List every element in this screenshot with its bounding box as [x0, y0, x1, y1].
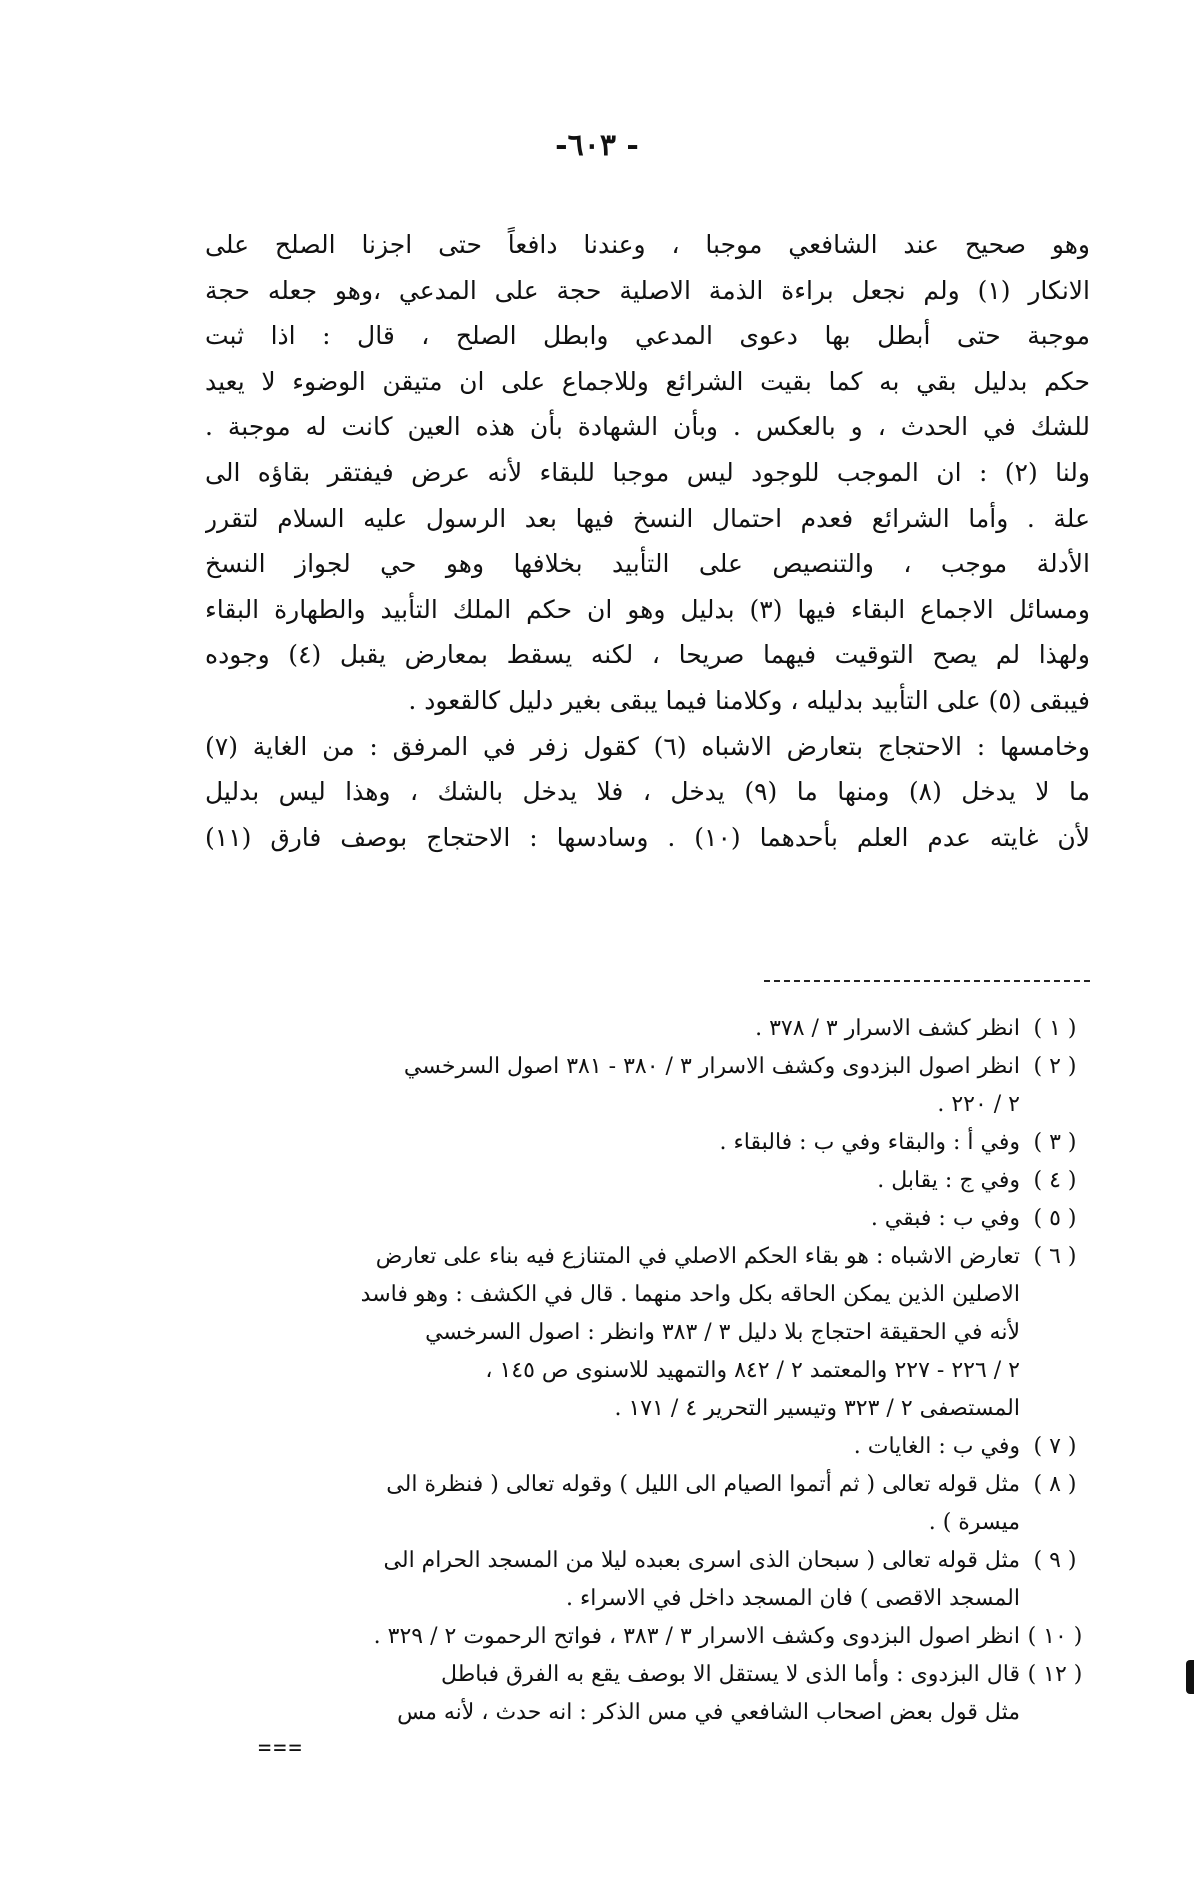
- body-line: ومسائل الاجماع البقاء فيها (٣) بدليل وهو ان حكم الملك التأبيد والطهارة البقاء: [205, 594, 1090, 624]
- footnote-line: ٢ / ٢٢٦ - ٢٢٧ والمعتمد ٢ / ٨٤٢ والتمهيد للاسنوى ص ١٤٥ ،: [485, 1358, 1020, 1383]
- page-number: - ٦٠٣-: [555, 128, 639, 163]
- footnote-number: ( ٨ ): [1033, 1472, 1077, 1497]
- footnote-number: ( ٥ ): [1033, 1206, 1077, 1231]
- footnote: [150, 1428, 1090, 1466]
- footnote-line: قال البزدوى : وأما الذى لا يستقل الا بوصف يقع به الفرق فباطل: [441, 1662, 1020, 1687]
- footnote: [150, 1124, 1090, 1162]
- footnote-line: مثل قوله تعالى ( ثم أتموا الصيام الى الليل ) وقوله تعالى ( فنظرة الى: [386, 1472, 1020, 1497]
- end-mark: ===: [258, 1736, 304, 1761]
- footnote-line: انظر كشف الاسرار ٣ / ٣٧٨ .: [755, 1016, 1020, 1041]
- footnote-line: ٢ / ٢٢٠ .: [937, 1092, 1020, 1117]
- footnote-line: انظر اصول البزدوى وكشف الاسرار ٣ / ٣٨٠ - ٣٨١ اصول السرخسي: [403, 1054, 1020, 1079]
- footnote-number: ( ١٠ ): [1027, 1624, 1083, 1649]
- footnote-line: وفي ب : فبقي .: [870, 1206, 1020, 1231]
- body-line: حكم بدليل بقي به كما بقيت الشرائع وللاجماع على ان متيقن الوضوء لا يعيد: [205, 366, 1090, 396]
- body-line: للشك في الحدث ، و بالعكس . وبأن الشهادة بأن هذه العين كانت له موجبة .: [205, 412, 1090, 442]
- footnote: [150, 1618, 1090, 1656]
- footnote-line: تعارض الاشباه : هو بقاء الحكم الاصلي في المتنازع فيه بناء على تعارض: [375, 1244, 1020, 1269]
- footnote-number: ( ١٢ ): [1027, 1662, 1083, 1687]
- footnote-number: ( ٣ ): [1033, 1130, 1077, 1155]
- body-line: علة . وأما الشرائع فعدم احتمال النسخ فيها بعد الرسول عليه السلام لتقرر: [205, 503, 1090, 533]
- footnote-line: المستصفى ٢ / ٣٢٣ وتيسير التحرير ٤ / ١٧١ .: [614, 1396, 1020, 1421]
- body-line: الأدلة موجب ، والتنصيص على التأبيد بخلافها وهو حي لجواز النسخ: [205, 549, 1090, 579]
- footnote: [150, 1048, 1090, 1124]
- footnote-line: مثل قوله تعالى ( سبحان الذى اسرى بعبده ليلا من المسجد الحرام الى: [383, 1548, 1020, 1573]
- footnote: [150, 1238, 1090, 1428]
- footnotes: [150, 1010, 1090, 1732]
- footnote-number: ( ٤ ): [1033, 1168, 1077, 1193]
- footnote: [150, 1656, 1090, 1732]
- body-line: ما لا يدخل (٨) ومنها ما (٩) يدخل ، فلا يدخل بالشك ، وهذا ليس بدليل: [205, 777, 1090, 807]
- footnote-line: وفي أ : والبقاء وفي ب : فالبقاء .: [719, 1130, 1020, 1155]
- body-line: موجبة حتى أبطل بها دعوى المدعي وابطل الصلح ، قال : اذا ثبت: [205, 321, 1090, 351]
- footnote-line: مثل قول بعض اصحاب الشافعي في مس الذكر : انه حدث ، لأنه مس: [397, 1700, 1020, 1725]
- footnote-number: ( ١ ): [1033, 1016, 1077, 1041]
- footnote-line: وفي ج : يقابل .: [877, 1168, 1020, 1193]
- footnote-line: وفي ب : الغايات .: [853, 1434, 1020, 1459]
- body-line: ولهذا لم يصح التوقيت فيهما صريحا ، لكنه يسقط بمعارض يقبل (٤) وجوده: [205, 640, 1090, 670]
- footnote: [150, 1200, 1090, 1238]
- scan-mark: [1186, 1660, 1194, 1694]
- footnote: [150, 1542, 1090, 1618]
- footnote-number: ( ٩ ): [1033, 1548, 1077, 1573]
- body-line: وخامسها : الاحتجاج بتعارض الاشباه (٦) كقول زفر في المرفق : من الغاية (٧): [205, 731, 1090, 761]
- footnote: [150, 1010, 1090, 1048]
- footnote: [150, 1162, 1090, 1200]
- footnote: [150, 1466, 1090, 1542]
- body-line: الانكار (١) ولم نجعل براءة الذمة الاصلية حجة على المدعي ،وهو جعله حجة: [205, 275, 1090, 305]
- footnote-line: المسجد الاقصى ) فان المسجد داخل في الاسراء .: [565, 1586, 1020, 1611]
- body-line: فيبقى (٥) على التأبيد بدليله ، وكلامنا فيما يبقى بغير دليل كالقعود .: [408, 685, 1090, 715]
- body-line: لأن غايته عدم العلم بأحدهما (١٠) . وسادسها : الاحتجاج بوصف فارق (١١): [205, 822, 1090, 852]
- body-text: [205, 222, 1090, 860]
- footnote-number: ( ٧ ): [1033, 1434, 1077, 1459]
- footnote-number: ( ٢ ): [1033, 1054, 1077, 1079]
- footnote-separator: [764, 980, 1090, 982]
- footnote-line: ميسرة ) .: [928, 1510, 1020, 1535]
- footnote-number: ( ٦ ): [1033, 1244, 1077, 1269]
- footnote-line: الاصلين الذين يمكن الحاقه بكل واحد منهما . قال في الكشف : وهو فاسد: [360, 1282, 1020, 1307]
- footnote-line: انظر اصول البزدوى وكشف الاسرار ٣ / ٣٨٣ ، فواتح الرحموت ٢ / ٣٢٩ .: [373, 1624, 1020, 1649]
- body-line: ولنا (٢) : ان الموجب للوجود ليس موجبا للبقاء لأنه عرض فيفتقر بقاؤه الى: [205, 457, 1090, 487]
- footnote-line: لأنه في الحقيقة احتجاج بلا دليل ٣ / ٣٨٣ وانظر : اصول السرخسي: [425, 1320, 1020, 1345]
- body-line: وهو صحيح عند الشافعي موجبا ، وعندنا دافعاً حتى اجزنا الصلح على: [205, 230, 1090, 259]
